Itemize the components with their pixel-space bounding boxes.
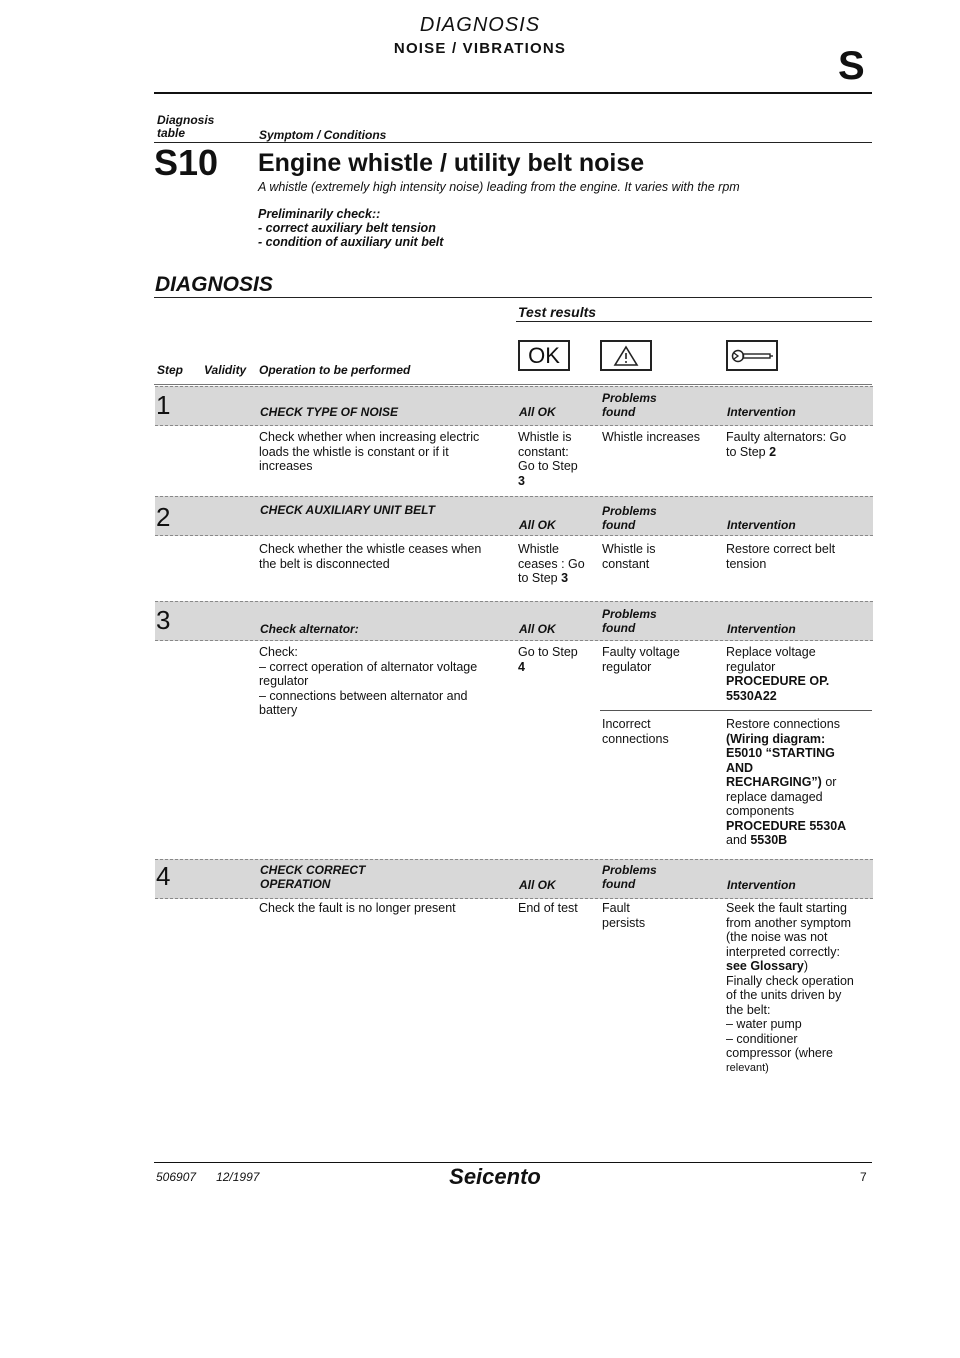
step-3-title: Check alternator:	[260, 622, 359, 636]
intervention-label: Intervention	[727, 518, 796, 532]
step-4-problem: Fault persists	[602, 901, 646, 930]
column-operation: Operation to be performed	[259, 363, 411, 377]
problems-found-label: Problems found	[602, 863, 657, 891]
column-validity: Validity	[204, 363, 247, 377]
all-ok-label: All OK	[519, 622, 556, 636]
step-1-ok: Whistle is constant: Go to Step 3	[518, 430, 578, 488]
label-rule	[154, 142, 872, 143]
symptom-title: Engine whistle / utility belt noise	[258, 149, 645, 177]
step-4-operation: Check the fault is no longer present	[259, 901, 456, 915]
step-1-operation: Check whether when increasing electric loads the whistle is constant or if it increases	[259, 430, 480, 473]
ok-icon: OK	[518, 340, 570, 371]
page-number: 7	[860, 1170, 867, 1184]
step-2-problem: Whistle is constant	[602, 542, 656, 571]
footer-brand: Seicento	[449, 1164, 541, 1189]
step-2-number: 2	[156, 502, 171, 532]
intervention-label: Intervention	[727, 622, 796, 636]
header-separator	[154, 384, 872, 385]
step-2-operation: Check whether the whistle ceases when the belt is disconnected	[259, 542, 482, 571]
footer-code-date: 506907 12/1997	[156, 1170, 260, 1184]
all-ok-label: All OK	[519, 878, 556, 892]
all-ok-label: All OK	[519, 405, 556, 419]
test-results-rule	[516, 321, 872, 322]
problems-found-label: Problems found	[602, 391, 657, 419]
step-3-problem-a: Faulty voltage regulator	[602, 645, 680, 674]
intervention-label: Intervention	[727, 405, 796, 419]
diagnosis-table-label: Diagnosis table	[157, 113, 215, 140]
step-4-ok: End of test	[518, 901, 578, 915]
step-4-intervention: Seek the fault starting from another symptom (the noise was not interpreted correctly: see Glossary) Finally check operation of the units driven by the belt: – water pump – conditioner compressor (where relevant)	[726, 901, 854, 1074]
section-letter: S	[838, 44, 865, 88]
wrench-icon	[726, 340, 778, 371]
page-header-title: DIAGNOSIS	[419, 14, 541, 36]
step-4-title: CHECK CORRECT OPERATION	[260, 863, 366, 891]
header-rule	[154, 92, 872, 94]
column-step: Step	[157, 363, 184, 377]
preliminary-check: Preliminarily check:: - correct auxiliary belt tension - condition of auxiliary unit belt	[258, 207, 444, 249]
step-3-intervention-b: Restore connections (Wiring diagram: E5010 “STARTING AND RECHARGING”) or replace damaged components PROCEDURE 5530A and 5530B	[726, 717, 847, 847]
step-3-ok: Go to Step 4	[518, 645, 578, 674]
step-1-intervention: Faulty alternators: Go to Step 2	[726, 430, 847, 459]
diagnosis-rule	[154, 297, 872, 298]
step-3-problem-b: Incorrect connections	[602, 717, 669, 746]
step-2-intervention: Restore correct belt tension	[726, 542, 836, 571]
symptom-description: A whistle (extremely high intensity noise) leading from the engine. It varies with the rpm	[258, 180, 740, 194]
step-3-row-rule	[600, 710, 872, 711]
problems-found-label: Problems found	[602, 504, 657, 532]
footer-rule	[154, 1162, 872, 1163]
diagnosis-heading: DIAGNOSIS	[155, 273, 273, 296]
problems-found-label: Problems found	[602, 607, 657, 635]
step-3-operation: Check: – correct operation of alternator voltage regulator – connections between alternator and battery	[259, 645, 478, 717]
page-header-subtitle: NOISE / VIBRATIONS	[393, 40, 567, 57]
test-results-label: Test results	[518, 304, 597, 320]
step-2-title: CHECK AUXILIARY UNIT BELT	[260, 503, 435, 517]
step-1-number: 1	[156, 390, 171, 420]
step-1-problem: Whistle increases	[602, 430, 700, 444]
all-ok-label: All OK	[519, 518, 556, 532]
symptom-conditions-label: Symptom / Conditions	[259, 128, 387, 142]
step-2-ok: Whistle ceases : Go to Step 3	[518, 542, 585, 585]
step-3-number: 3	[156, 605, 171, 635]
symptom-code: S10	[154, 142, 219, 183]
warning-triangle-icon	[600, 340, 652, 371]
intervention-label: Intervention	[727, 878, 796, 892]
step-1-title: CHECK TYPE OF NOISE	[260, 405, 399, 419]
step-4-number: 4	[156, 861, 171, 891]
step-3-intervention-a: Replace voltage regulator PROCEDURE OP. 5530A22	[726, 645, 830, 703]
